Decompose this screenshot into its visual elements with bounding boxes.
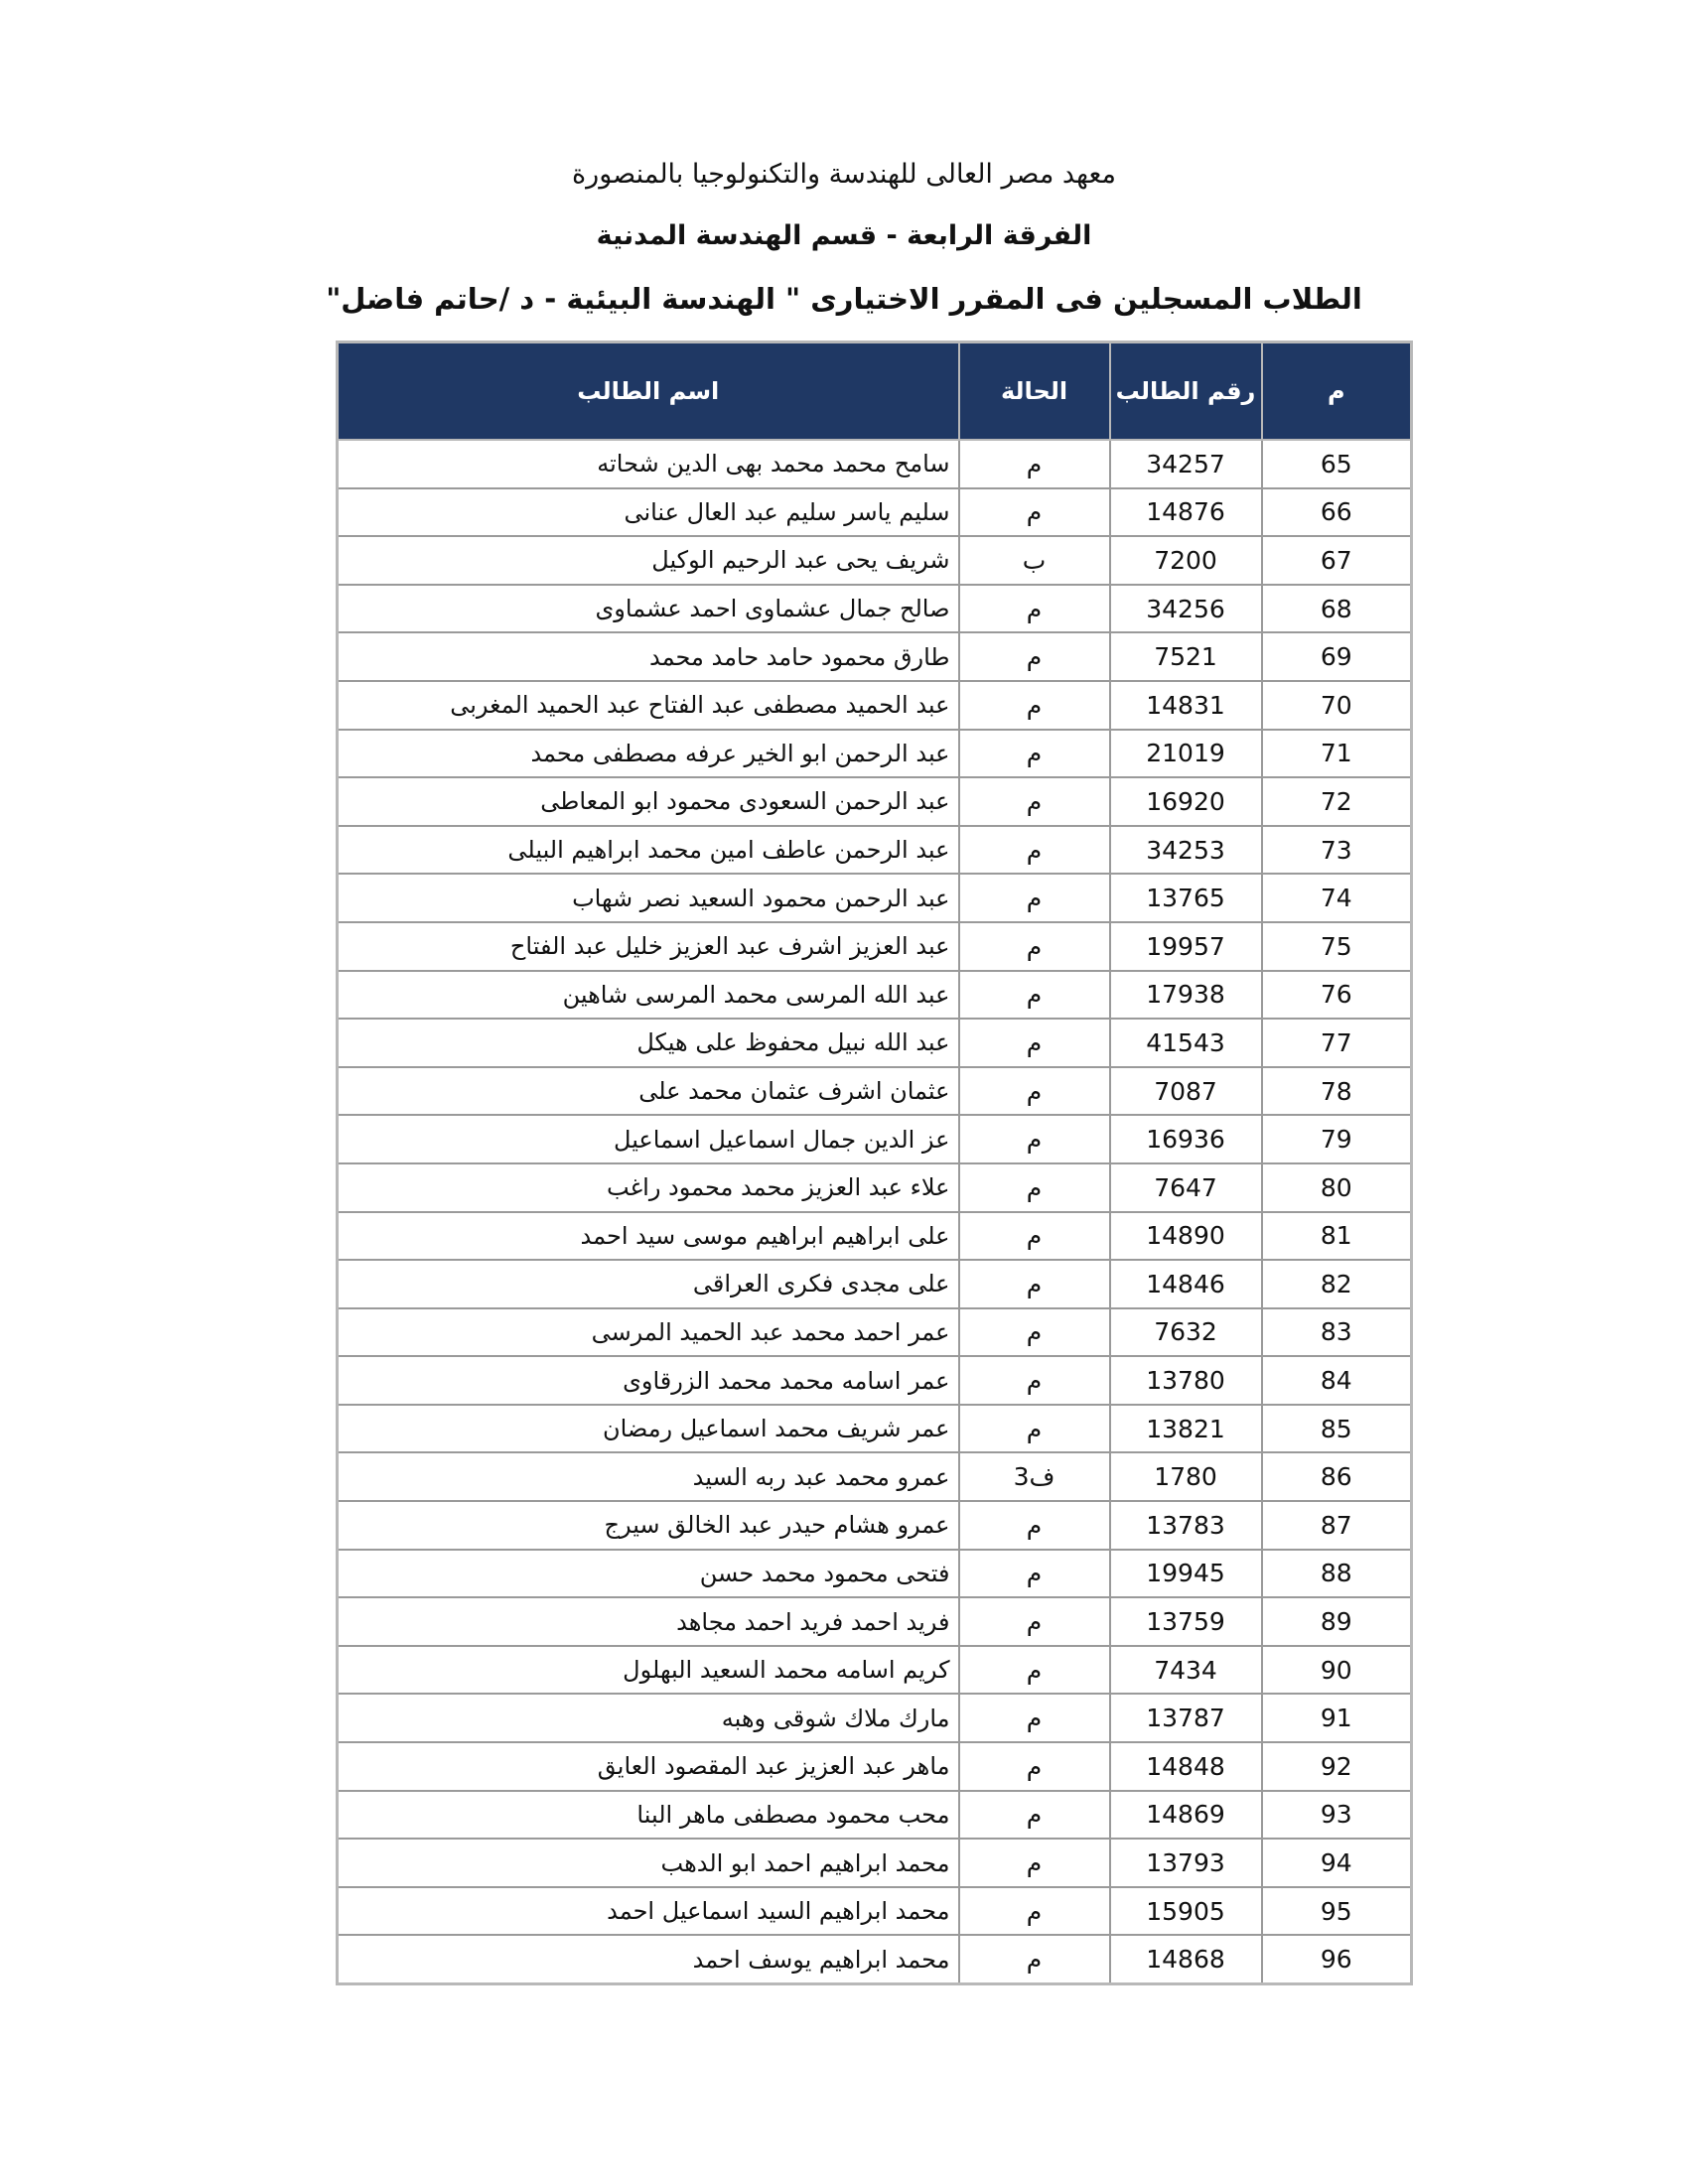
student-name-cell: عبد الرحمن السعودى محمود ابو المعاطى (338, 777, 959, 826)
student-name-cell: عبد الرحمن ابو الخير عرفه مصطفى محمد (338, 730, 959, 778)
student-name-cell: عمر احمد محمد عبد الحميد المرسى (338, 1308, 959, 1357)
table-row (338, 1260, 1412, 1308)
table-row (338, 1115, 1412, 1163)
table-row (338, 1550, 1412, 1598)
table-row (338, 585, 1412, 633)
status-cell: م (959, 681, 1110, 730)
course-title: الطلاب المسجلين فى المقرر الاختيارى " الهندسة البيئية - د /حاتم فاضل" (326, 282, 1362, 316)
status-cell: م (959, 971, 1110, 1020)
department-title: الفرقة الرابعة - قسم الهندسة المدنية (596, 220, 1092, 251)
row-number-cell: 85 (1262, 1405, 1412, 1453)
table-row (338, 1452, 1412, 1501)
students-table (336, 341, 1413, 1985)
table-row (338, 826, 1412, 875)
status-cell: م (959, 1742, 1110, 1791)
student-id-cell: 41543 (1110, 1019, 1262, 1067)
status-cell: ف3 (959, 1452, 1110, 1501)
student-id-cell: 34256 (1110, 585, 1262, 633)
student-id-cell: 19945 (1110, 1550, 1262, 1598)
status-cell: م (959, 585, 1110, 633)
student-id-cell: 14876 (1110, 488, 1262, 537)
student-id-cell: 1780 (1110, 1452, 1262, 1501)
table-body (338, 440, 1412, 1984)
row-number-cell: 71 (1262, 730, 1412, 778)
table-row (338, 1019, 1412, 1067)
status-cell: م (959, 1597, 1110, 1646)
status-cell: م (959, 1887, 1110, 1936)
students-table-container (336, 341, 1410, 1985)
student-id-cell: 16920 (1110, 777, 1262, 826)
row-number-cell: 89 (1262, 1597, 1412, 1646)
row-number-cell: 75 (1262, 922, 1412, 971)
table-row (338, 1356, 1412, 1405)
student-name-cell: عمرو هشام حيدر عبد الخالق سيرج (338, 1501, 959, 1550)
student-id-cell: 13793 (1110, 1839, 1262, 1887)
status-cell: م (959, 874, 1110, 922)
student-name-cell: فريد احمد فريد احمد مجاهد (338, 1597, 959, 1646)
row-number-cell: 65 (1262, 440, 1412, 488)
status-cell: م (959, 1260, 1110, 1308)
status-cell: م (959, 826, 1110, 875)
row-number-cell: 68 (1262, 585, 1412, 633)
status-cell: م (959, 1550, 1110, 1598)
student-id-cell: 13765 (1110, 874, 1262, 922)
row-number-cell: 67 (1262, 536, 1412, 585)
table-row (338, 681, 1412, 730)
row-number-cell: 87 (1262, 1501, 1412, 1550)
student-name-cell: عمر شريف محمد اسماعيل رمضان (338, 1405, 959, 1453)
row-number-cell: 95 (1262, 1887, 1412, 1936)
student-id-cell: 7434 (1110, 1646, 1262, 1695)
table-row (338, 632, 1412, 681)
row-number-cell: 70 (1262, 681, 1412, 730)
table-row (338, 1308, 1412, 1357)
student-id-cell: 14868 (1110, 1935, 1262, 1983)
row-number-cell: 90 (1262, 1646, 1412, 1695)
student-id-cell: 16936 (1110, 1115, 1262, 1163)
student-name-cell: عمرو محمد عبد ربه السيد (338, 1452, 959, 1501)
student-id-cell: 7521 (1110, 632, 1262, 681)
student-name-cell: سامح محمد محمد بهى الدين شحاته (338, 440, 959, 488)
status-cell: م (959, 1791, 1110, 1840)
row-number-cell: 73 (1262, 826, 1412, 875)
status-cell: م (959, 1308, 1110, 1357)
table-row (338, 1163, 1412, 1212)
status-cell: م (959, 1694, 1110, 1742)
status-cell: م (959, 1019, 1110, 1067)
status-cell: م (959, 1646, 1110, 1695)
status-cell: م (959, 1212, 1110, 1261)
status-cell: م (959, 1356, 1110, 1405)
student-name-cell: عبد الحميد مصطفى عبد الفتاح عبد الحميد المغربى (338, 681, 959, 730)
table-row (338, 922, 1412, 971)
student-name-cell: سليم ياسر سليم عبد العال عنانى (338, 488, 959, 537)
row-number-cell: 88 (1262, 1550, 1412, 1598)
status-cell: ب (959, 536, 1110, 585)
student-name-cell: طارق محمود حامد حامد محمد (338, 632, 959, 681)
student-id-cell: 13783 (1110, 1501, 1262, 1550)
student-name-cell: مارك ملاك شوقى وهبه (338, 1694, 959, 1742)
student-id-cell: 13821 (1110, 1405, 1262, 1453)
table-row (338, 1742, 1412, 1791)
table-row (338, 1935, 1412, 1983)
student-id-cell: 14890 (1110, 1212, 1262, 1261)
student-name-cell: كريم اسامه محمد السعيد البهلول (338, 1646, 959, 1695)
table-row (338, 1887, 1412, 1936)
student-name-cell: عبد الله المرسى محمد المرسى شاهين (338, 971, 959, 1020)
column-header-student-id: رقم الطالب (1110, 342, 1262, 441)
table-row (338, 1597, 1412, 1646)
student-name-cell: على مجدى فكرى العراقى (338, 1260, 959, 1308)
status-cell: م (959, 1839, 1110, 1887)
table-row (338, 1501, 1412, 1550)
row-number-cell: 81 (1262, 1212, 1412, 1261)
student-name-cell: عمر اسامه محمد محمد الزرقاوى (338, 1356, 959, 1405)
row-number-cell: 86 (1262, 1452, 1412, 1501)
status-cell: م (959, 777, 1110, 826)
row-number-cell: 78 (1262, 1067, 1412, 1116)
student-name-cell: عبد الله نبيل محفوظ على هيكل (338, 1019, 959, 1067)
institute-title: معهد مصر العالى للهندسة والتكنولوجيا بالمنصورة (572, 159, 1116, 190)
student-id-cell: 7087 (1110, 1067, 1262, 1116)
student-name-cell: عبد الرحمن محمود السعيد نصر شهاب (338, 874, 959, 922)
student-name-cell: عثمان اشرف عثمان محمد على (338, 1067, 959, 1116)
student-id-cell: 14846 (1110, 1260, 1262, 1308)
student-name-cell: علاء عبد العزيز محمد محمود راغب (338, 1163, 959, 1212)
status-cell: م (959, 1067, 1110, 1116)
row-number-cell: 79 (1262, 1115, 1412, 1163)
table-row (338, 1694, 1412, 1742)
student-id-cell: 21019 (1110, 730, 1262, 778)
student-name-cell: على ابراهيم ابراهيم موسى سيد احمد (338, 1212, 959, 1261)
student-id-cell: 34257 (1110, 440, 1262, 488)
student-id-cell: 19957 (1110, 922, 1262, 971)
student-name-cell: ماهر عبد العزيز عبد المقصود العايق (338, 1742, 959, 1791)
row-number-cell: 93 (1262, 1791, 1412, 1840)
status-cell: م (959, 440, 1110, 488)
table-header-row (338, 342, 1412, 441)
status-cell: م (959, 1163, 1110, 1212)
table-row (338, 1791, 1412, 1840)
row-number-cell: 84 (1262, 1356, 1412, 1405)
status-cell: م (959, 730, 1110, 778)
student-name-cell: فتحى محمود محمد حسن (338, 1550, 959, 1598)
student-id-cell: 15905 (1110, 1887, 1262, 1936)
status-cell: م (959, 1115, 1110, 1163)
student-name-cell: محمد ابراهيم احمد ابو الدهب (338, 1839, 959, 1887)
student-name-cell: محمد ابراهيم يوسف احمد (338, 1935, 959, 1983)
row-number-cell: 77 (1262, 1019, 1412, 1067)
student-id-cell: 7647 (1110, 1163, 1262, 1212)
row-number-cell: 82 (1262, 1260, 1412, 1308)
student-id-cell: 17938 (1110, 971, 1262, 1020)
row-number-cell: 74 (1262, 874, 1412, 922)
student-id-cell: 13780 (1110, 1356, 1262, 1405)
student-name-cell: عز الدين جمال اسماعيل اسماعيل (338, 1115, 959, 1163)
table-row (338, 1067, 1412, 1116)
status-cell: م (959, 488, 1110, 537)
row-number-cell: 66 (1262, 488, 1412, 537)
column-header-name: اسم الطالب (338, 342, 959, 441)
row-number-cell: 92 (1262, 1742, 1412, 1791)
row-number-cell: 91 (1262, 1694, 1412, 1742)
row-number-cell: 69 (1262, 632, 1412, 681)
status-cell: م (959, 1501, 1110, 1550)
student-name-cell: شريف يحى عبد الرحيم الوكيل (338, 536, 959, 585)
student-id-cell: 14831 (1110, 681, 1262, 730)
table-row (338, 1212, 1412, 1261)
student-name-cell: عبد العزيز اشرف عبد العزيز خليل عبد الفتاح (338, 922, 959, 971)
student-id-cell: 7200 (1110, 536, 1262, 585)
row-number-cell: 96 (1262, 1935, 1412, 1983)
student-id-cell: 34253 (1110, 826, 1262, 875)
table-row (338, 874, 1412, 922)
row-number-cell: 83 (1262, 1308, 1412, 1357)
row-number-cell: 80 (1262, 1163, 1412, 1212)
status-cell: م (959, 632, 1110, 681)
table-row (338, 440, 1412, 488)
table-row (338, 1839, 1412, 1887)
table-row (338, 1646, 1412, 1695)
row-number-cell: 72 (1262, 777, 1412, 826)
student-name-cell: عبد الرحمن عاطف امين محمد ابراهيم البيلى (338, 826, 959, 875)
table-row (338, 488, 1412, 537)
table-row (338, 536, 1412, 585)
status-cell: م (959, 922, 1110, 971)
table-row (338, 730, 1412, 778)
student-id-cell: 14869 (1110, 1791, 1262, 1840)
student-id-cell: 7632 (1110, 1308, 1262, 1357)
status-cell: م (959, 1935, 1110, 1983)
student-name-cell: صالح جمال عشماوى احمد عشماوى (338, 585, 959, 633)
table-row (338, 777, 1412, 826)
table-row (338, 971, 1412, 1020)
row-number-cell: 94 (1262, 1839, 1412, 1887)
student-id-cell: 14848 (1110, 1742, 1262, 1791)
column-header-no: م (1262, 342, 1412, 441)
student-name-cell: محب محمود مصطفى ماهر البنا (338, 1791, 959, 1840)
student-id-cell: 13787 (1110, 1694, 1262, 1742)
student-name-cell: محمد ابراهيم السيد اسماعيل احمد (338, 1887, 959, 1936)
row-number-cell: 76 (1262, 971, 1412, 1020)
table-row (338, 1405, 1412, 1453)
status-cell: م (959, 1405, 1110, 1453)
column-header-status: الحالة (959, 342, 1110, 441)
student-id-cell: 13759 (1110, 1597, 1262, 1646)
